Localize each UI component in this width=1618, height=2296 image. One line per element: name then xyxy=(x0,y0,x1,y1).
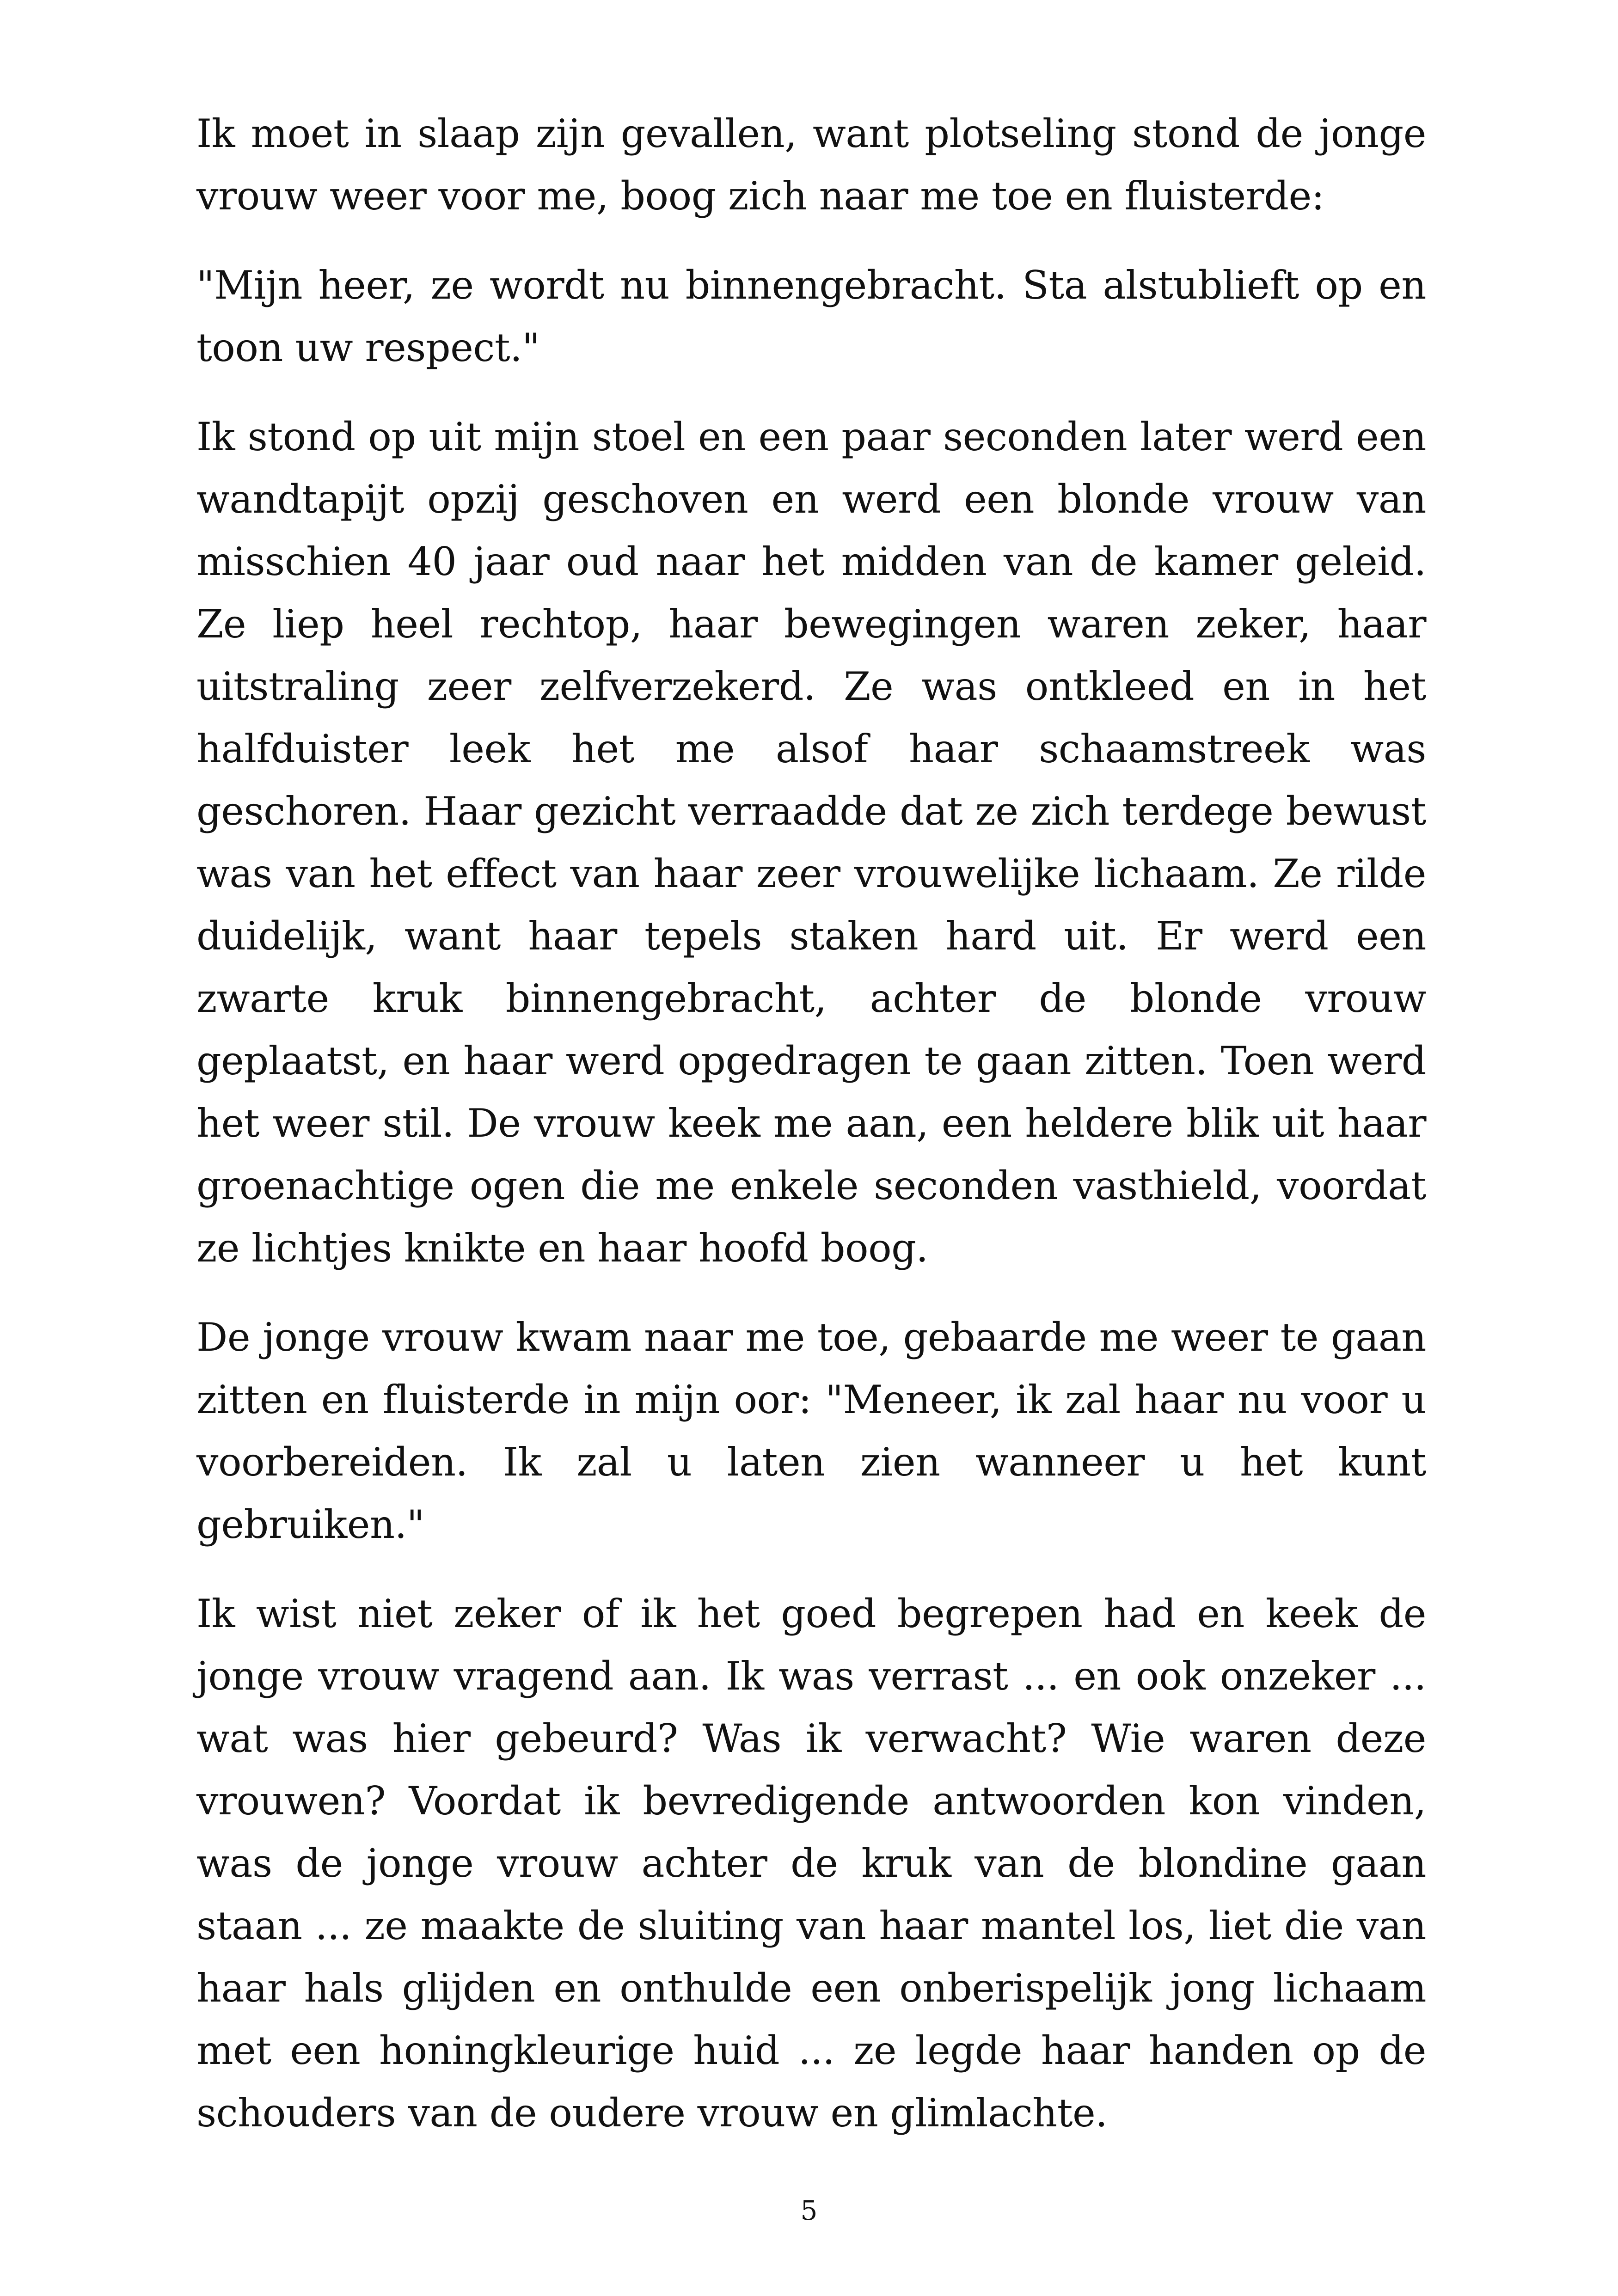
paragraph: "Mijn heer, ze wordt nu binnengebracht. Sta alstublieft op en toon uw respect." xyxy=(196,263,1426,370)
paragraph: Ik moet in slaap zijn gevallen, want plotseling stond de jonge vrouw weer voor me, boog zich naar me toe en fluisterde: xyxy=(196,111,1426,219)
paragraph: Ik wist niet zeker of ik het goed begrepen had en keek de jonge vrouw vragend aan. Ik was verrast ... en ook onzeker ... wat was hier gebeurd? Was ik verwacht? Wie waren deze vrouwen? Voordat ik bevredigende antwoorden kon vinden, was de jonge vrouw achter de kruk van de blondine gaan staan ... ze maakte de sluiting van haar mantel los, liet die van haar hals glijden en onthulde een onberispelijk jong lichaam met een honingkleurige huid ... ze legde haar handen op de schouders van de oudere vrouw en glimlachte. xyxy=(196,1591,1426,2136)
body-text xyxy=(196,103,1426,2171)
paragraph: De jonge vrouw kwam naar me toe, gebaarde me weer te gaan zitten en fluisterde in mijn oor: "Meneer, ik zal haar nu voor u voorbereiden. Ik zal u laten zien wanneer u het kunt gebruiken." xyxy=(196,1315,1426,1547)
paragraph: Ik stond op uit mijn stoel en een paar seconden later werd een wandtapijt opzij geschoven en werd een blonde vrouw van misschien 40 jaar oud naar het midden van de kamer geleid. Ze liep heel rechtop, haar bewegingen waren zeker, haar uitstraling zeer zelfverzekerd. Ze was ontkleed en in het halfduister leek het me alsof haar schaamstreek was geschoren. Haar gezicht verraadde dat ze zich terdege bewust was van het effect van haar zeer vrouwelijke lichaam. Ze rilde duidelijk, want haar tepels staken hard uit. Er werd een zwarte kruk binnengebracht, achter de blonde vrouw geplaatst, en haar werd opgedragen te gaan zitten. Toen werd het weer stil. De vrouw keek me aan, een heldere blik uit haar groenachtige ogen die me enkele seconden vasthield, voordat ze lichtjes knikte en haar hoofd boog. xyxy=(196,414,1426,1271)
page-number: 5 xyxy=(800,2195,818,2226)
